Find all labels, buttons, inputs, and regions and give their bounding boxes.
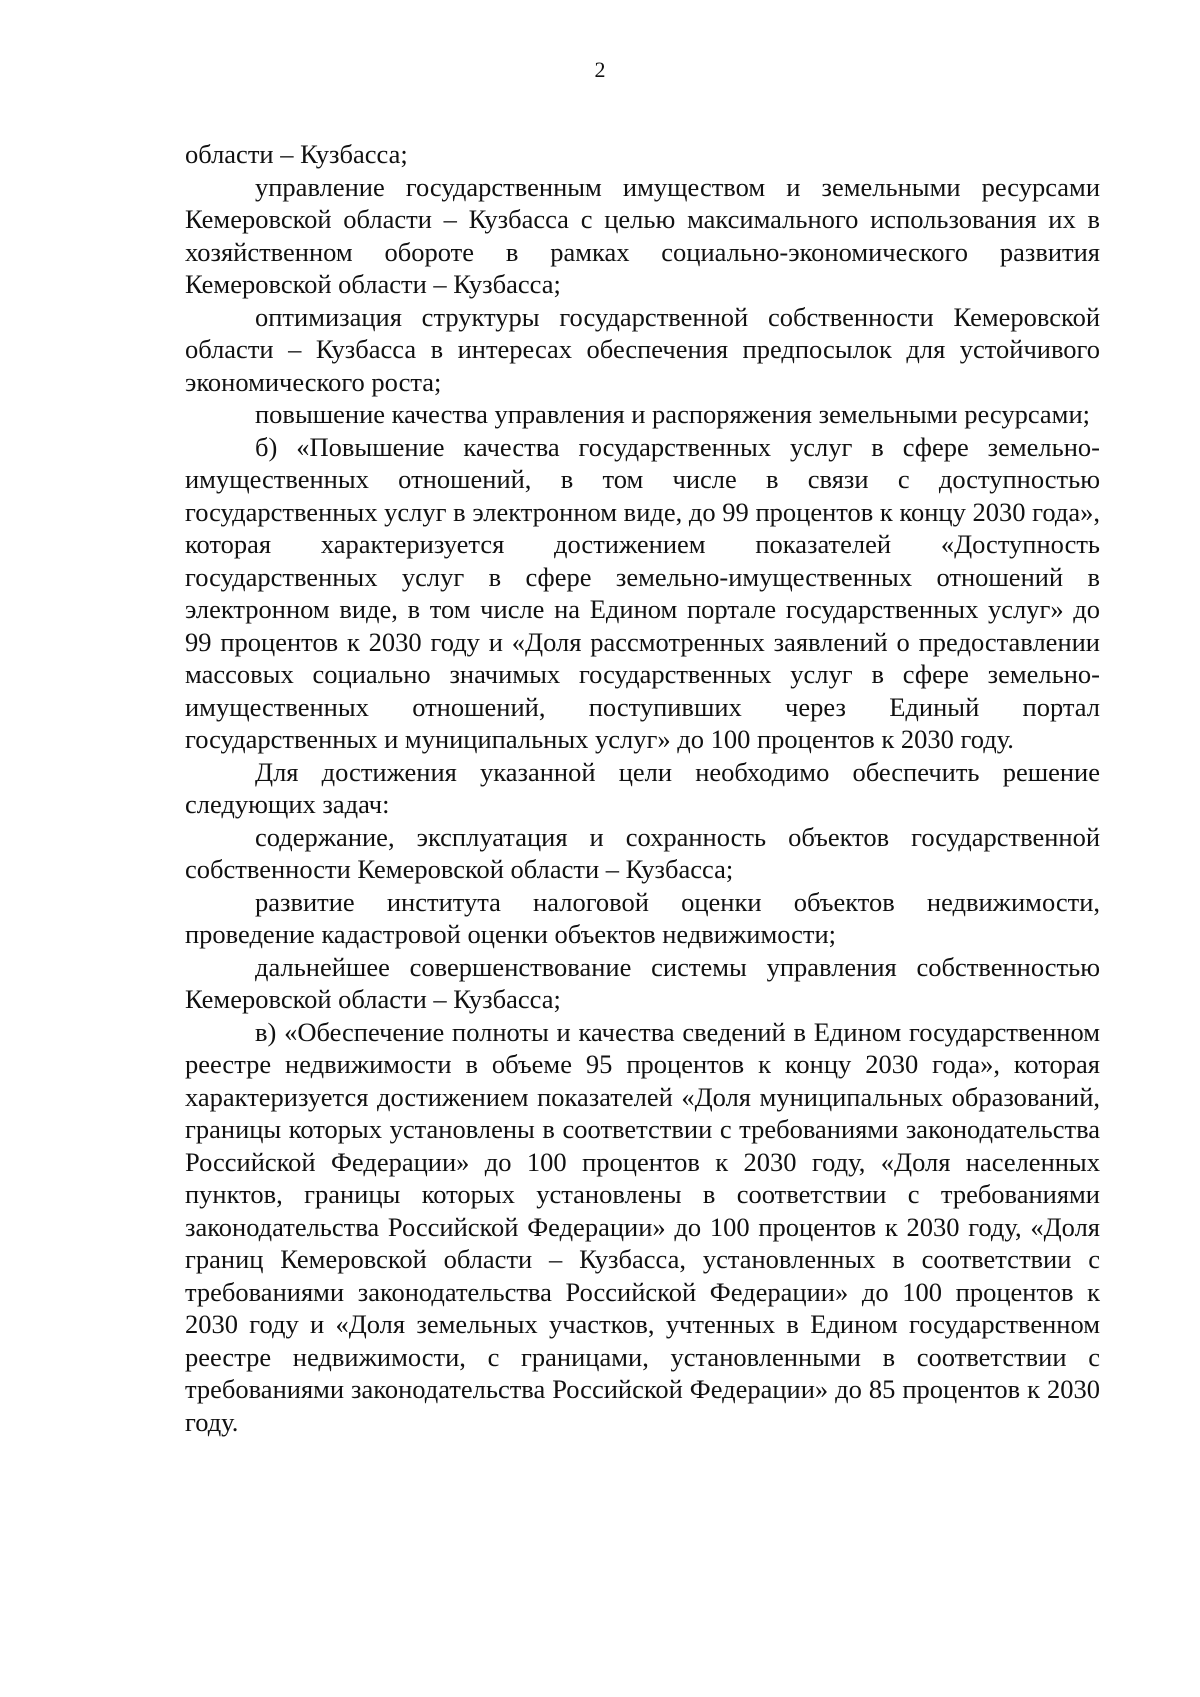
paragraph: дальнейшее совершенствование системы управления собственностью Кемеровской области – Кузбасса; (185, 951, 1100, 1014)
paragraph: оптимизация структуры государственной собственности Кемеровской области – Кузбасса в интересах обеспечения предпосылок для устойчивого экономического роста; (185, 301, 1100, 397)
paragraph: содержание, эксплуатация и сохранность объектов государственной собственности Кемеровской области – Кузбасса; (185, 821, 1100, 884)
paragraph: управление государственным имуществом и земельными ресурсами Кемеровской области – Кузбасса с целью максимального использования их в хозяйственном обороте в рамках социально-экономического развития Кемеровской области – Кузбасса; (185, 171, 1100, 299)
paragraph: Для достижения указанной цели необходимо обеспечить решение следующих задач: (185, 756, 1100, 819)
paragraph: повышение качества управления и распоряжения земельными ресурсами; (255, 399, 1090, 429)
paragraph: развитие института налоговой оценки объектов недвижимости, проведение кадастровой оценки объектов недвижимости; (185, 886, 1100, 949)
paragraph-continuation: области – Кузбасса; (185, 139, 408, 169)
paragraph-goal-b: б) «Повышение качества государственных услуг в сфере земельно-имущественных отношений, в том числе в связи с доступностью государственных услуг в электронном виде, до 99 процентов к концу 2030 года», которая характеризуется достижением показателей «Доступность государственных услуг в сфере земельно-имущественных отношений в электронном виде, в том числе на Едином портале государственных услуг» до 99 процентов к 2030 году и «Доля рассмотренных заявлений о предоставлении массовых социально значимых государственных услуг в сфере земельно-имущественных отношений, поступивших через Единый портал государственных и муниципальных услуг» до 100 процентов к 2030 году. (185, 431, 1100, 754)
paragraph-goal-c: в) «Обеспечение полноты и качества сведений в Едином государственном реестре недвижимости в объеме 95 процентов к концу 2030 года», которая характеризуется достижением показателей «Доля муниципальных образований, границы которых установлены в соответствии с требованиями законодательства Российской Федерации» до 100 процентов к 2030 году, «Доля населенных пунктов, границы которых установлены в соответствии с требованиями законодательства Российской Федерации» до 100 процентов к 2030 году, «Доля границ Кемеровской области – Кузбасса, установленных в соответствии с требованиями законодательства Российской Федерации» до 100 процентов к 2030 году и «Доля земельных участков, учтенных в Едином государственном реестре недвижимости, с границами, установленными в соответствии с требованиями законодательства Российской Федерации» до 85 процентов к 2030 году. (185, 1016, 1100, 1437)
document-body (185, 138, 1100, 1438)
page-number: 2 (594, 57, 606, 82)
